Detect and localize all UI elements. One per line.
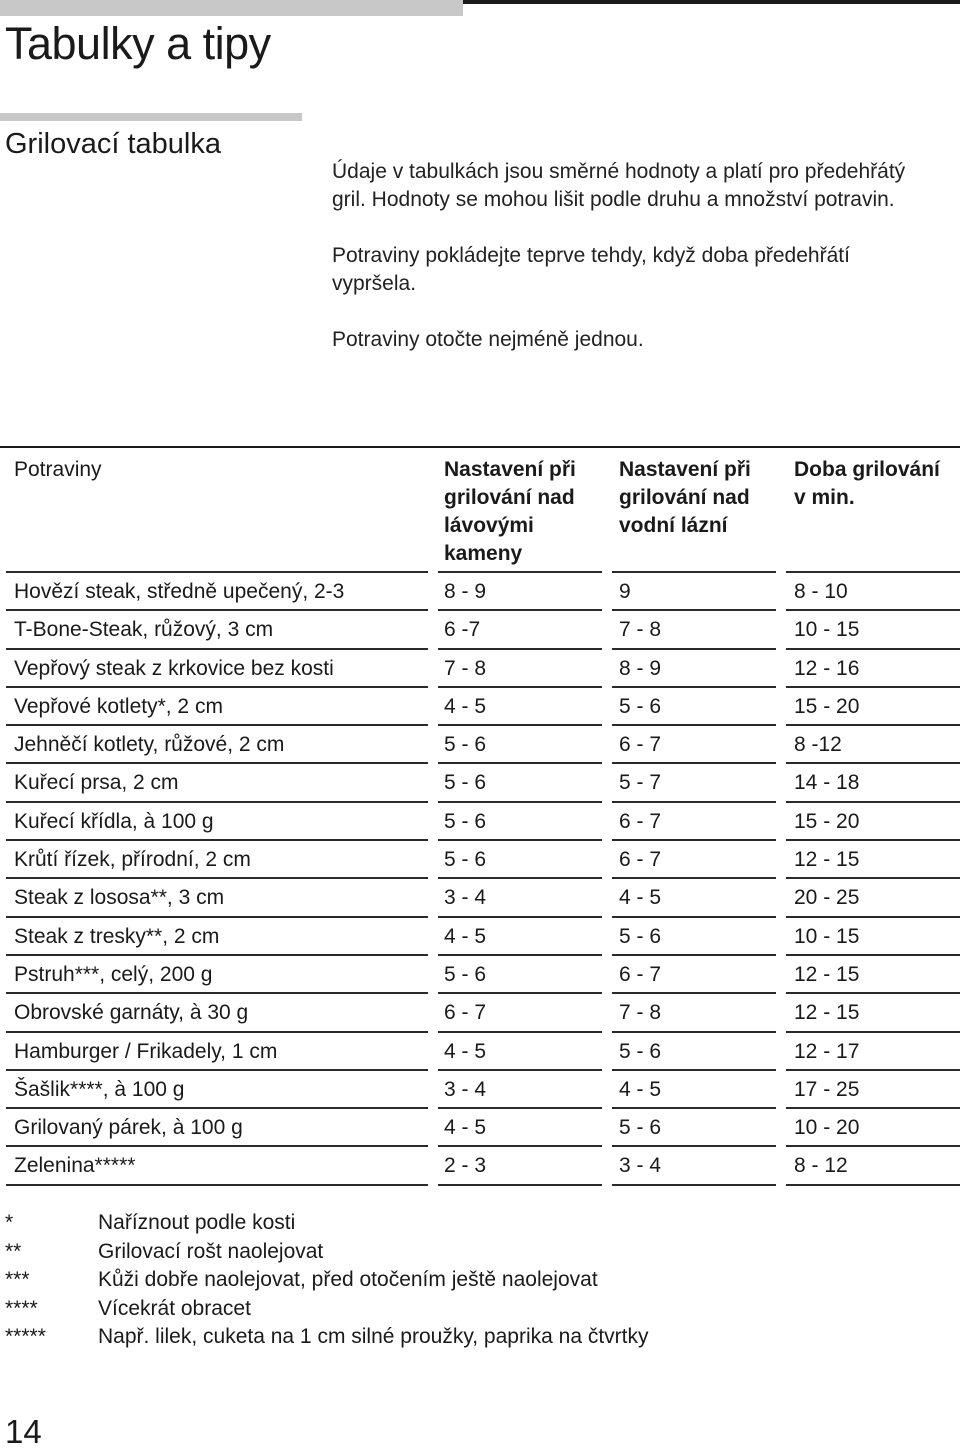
cell-time: 14 - 18 [794,771,860,795]
cell-food: Steak z lososa**, 3 cm [14,886,225,910]
cell-food: Šašlik****, à 100 g [14,1077,185,1101]
table-row [0,841,960,879]
table-row [0,956,960,994]
table-row [0,764,960,802]
cell-lava-stones: 8 - 9 [444,580,487,603]
cell-food: Kuřecí křídla, à 100 g [14,809,214,833]
cell-food: Jehněčí kotlety, růžové, 2 cm [14,733,285,757]
cell-water-bath: 4 - 5 [619,1077,662,1101]
cell-time: 8 -12 [794,733,842,757]
section-title: Grilovací tabulka [5,128,221,160]
header-bar-gray [0,0,463,16]
cell-time: 12 - 15 [794,962,860,986]
footnote-mark: ***** [5,1325,46,1348]
table-row [0,879,960,917]
cell-water-bath: 6 - 7 [619,848,662,872]
cell-lava-stones: 5 - 6 [444,733,487,757]
cell-lava-stones: 3 - 4 [444,1077,487,1101]
intro-paragraph: Potraviny otočte nejméně jednou. [332,328,644,351]
footnote-text: Grilovací rošt naolejovat [98,1239,324,1263]
cell-time: 8 - 12 [794,1154,848,1178]
cell-time: 10 - 15 [794,618,860,642]
cell-lava-stones: 5 - 6 [444,848,487,872]
footnote-mark: *** [5,1268,30,1291]
cell-time: 8 - 10 [794,580,848,603]
table-row [0,803,960,841]
header-time: Doba grilování v min. [794,458,940,509]
cell-time: 15 - 20 [794,694,860,718]
footnote [5,1323,649,1352]
table-header [0,446,960,573]
cell-time: 10 - 20 [794,1116,860,1140]
row-divider [438,1184,602,1186]
footnotes [5,1209,649,1352]
cell-lava-stones: 3 - 4 [444,886,487,910]
cell-water-bath: 6 - 7 [619,962,662,986]
cell-water-bath: 8 - 9 [619,656,662,680]
cell-food: T-Bone-Steak, růžový, 3 cm [14,618,274,642]
grill-table [0,446,960,1186]
footnote-text: Naříznout podle kosti [98,1211,296,1234]
row-divider [6,1184,428,1186]
cell-food: Obrovské garnáty, à 30 g [14,1001,249,1025]
table-row [0,1071,960,1109]
cell-lava-stones: 6 - 7 [444,1001,487,1025]
table-row [0,1147,960,1185]
cell-time: 10 - 15 [794,924,860,948]
page-number: 14 [5,1413,42,1450]
footnote-mark: ** [5,1239,22,1263]
cell-time: 17 - 25 [794,1077,860,1101]
header-bar-dark [463,0,960,4]
cell-water-bath: 6 - 7 [619,809,662,833]
page-title: Tabulky a tipy [5,18,271,69]
cell-food: Zelenina***** [14,1154,136,1178]
table-body [0,573,960,1186]
cell-lava-stones: 7 - 8 [444,656,487,680]
table-row [0,688,960,726]
cell-lava-stones: 4 - 5 [444,924,487,948]
cell-water-bath: 5 - 6 [619,1039,662,1063]
header-lava-stones: Nastavení při grilování nad lávovými kameny [444,458,576,565]
cell-food: Pstruh***, celý, 200 g [14,962,213,986]
cell-food: Krůtí řízek, přírodní, 2 cm [14,848,251,872]
intro-paragraph: Údaje v tabulkách jsou směrné hodnoty a platí pro předehřátý gril. Hodnoty se mohou lišit podle druhu a množství potravin. [332,160,906,211]
section-bar [0,113,302,121]
header-water-bath: Nastavení při grilování nad vodní lázní [619,458,751,537]
cell-food: Hamburger / Frikadely, 1 cm [14,1039,278,1063]
cell-lava-stones: 5 - 6 [444,809,487,833]
footnote [5,1238,649,1267]
footnote [5,1295,649,1324]
table-row [0,1109,960,1147]
intro-paragraph: Potraviny pokládejte teprve tehdy, když doba předehřátí vypršela. [332,244,850,295]
cell-water-bath: 6 - 7 [619,733,662,757]
cell-lava-stones: 4 - 5 [444,694,487,718]
table-row [0,573,960,611]
footnote-mark: **** [5,1296,38,1320]
cell-time: 12 - 16 [794,656,860,680]
footnote [5,1209,649,1238]
table-row [0,726,960,764]
intro-text [332,158,932,382]
cell-lava-stones: 2 - 3 [444,1154,487,1178]
cell-time: 20 - 25 [794,886,860,910]
cell-food: Steak z tresky**, 2 cm [14,924,220,948]
cell-lava-stones: 6 -7 [444,618,481,642]
cell-food: Vepřové kotlety*, 2 cm [14,694,223,718]
table-row [0,1033,960,1071]
cell-food: Vepřový steak z krkovice bez kosti [14,656,334,680]
cell-lava-stones: 4 - 5 [444,1039,487,1063]
table-row [0,918,960,956]
cell-time: 15 - 20 [794,809,860,833]
cell-water-bath: 4 - 5 [619,886,662,910]
cell-water-bath: 7 - 8 [619,1001,662,1025]
cell-food: Hovězí steak, středně upečený, 2-3 [14,580,345,603]
cell-water-bath: 3 - 4 [619,1154,662,1178]
footnote-mark: * [5,1211,14,1234]
cell-time: 12 - 17 [794,1039,860,1063]
footnote [5,1266,649,1295]
footnote-text: Kůži dobře naolejovat, před otočením ještě naolejovat [98,1268,598,1291]
cell-food: Grilovaný párek, à 100 g [14,1116,243,1140]
cell-water-bath: 7 - 8 [619,618,662,642]
table-row [0,611,960,649]
cell-lava-stones: 5 - 6 [444,771,487,795]
cell-water-bath: 5 - 7 [619,771,662,795]
cell-food: Kuřecí prsa, 2 cm [14,771,179,795]
cell-water-bath: 5 - 6 [619,1116,662,1140]
cell-time: 12 - 15 [794,848,860,872]
cell-time: 12 - 15 [794,1001,860,1025]
footnote-text: Např. lilek, cuketa na 1 cm silné proužky, paprika na čtvrtky [98,1325,649,1348]
row-divider [612,1184,776,1186]
footnote-text: Vícekrát obracet [98,1296,251,1320]
row-divider [786,1184,960,1186]
cell-lava-stones: 4 - 5 [444,1116,487,1140]
table-row [0,650,960,688]
cell-water-bath: 5 - 6 [619,694,662,718]
header-food: Potraviny [14,458,102,481]
cell-lava-stones: 5 - 6 [444,962,487,986]
cell-water-bath: 5 - 6 [619,924,662,948]
table-row [0,994,960,1032]
cell-water-bath: 9 [619,580,631,603]
